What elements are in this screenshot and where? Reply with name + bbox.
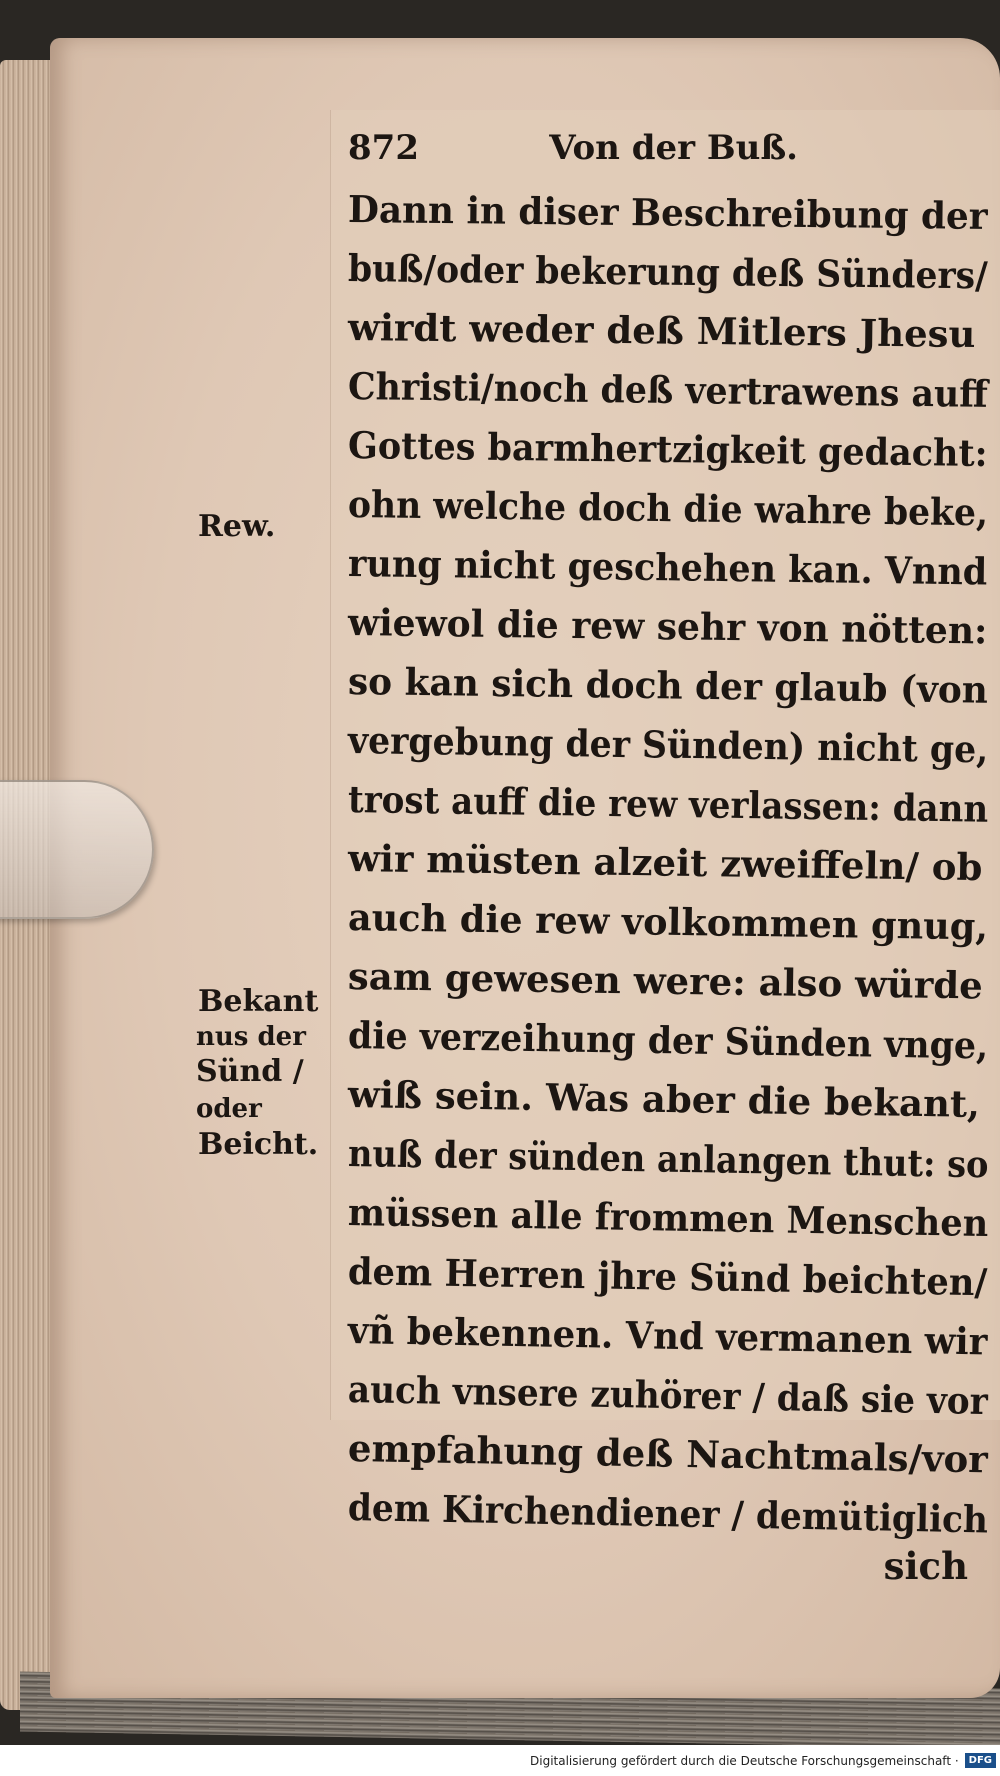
text-line: trost auff die rew verlassen: dann xyxy=(347,777,989,831)
text-line: wiß sein. Was aber die bekant, xyxy=(347,1072,981,1126)
page-number: 872 xyxy=(348,128,419,168)
margin-note-bekantnus: Beicht. xyxy=(198,1127,319,1162)
text-line: Dann in diser Beschreibung der xyxy=(347,187,988,238)
margin-note-bekantnus: oder xyxy=(196,1094,262,1124)
text-line: rung nicht geschehen kan. Vnnd xyxy=(347,541,988,594)
body-text xyxy=(348,180,988,1596)
text-line: auch die rew volkommen gnug, xyxy=(347,895,989,949)
running-head-title: Von der Buß. xyxy=(549,128,798,168)
text-line: Gottes barmhertzigkeit gedacht: xyxy=(347,423,988,476)
text-line: vergebung der Sünden) nicht ge, xyxy=(347,718,989,772)
text-line: müssen alle frommen Menschen xyxy=(347,1190,989,1246)
text-line: die verzeihung der Sünden vnge, xyxy=(347,1013,989,1068)
text-line: dem Herren jhre Sünd beichten/ xyxy=(347,1249,988,1305)
margin-note-bekantnus: nus der xyxy=(196,1022,306,1052)
text-line: wiewol die rew sehr von nötten: xyxy=(347,600,988,653)
text-line: sam gewesen were: also würde xyxy=(347,954,984,1008)
text-line: wirdt weder deß Mitlers Jhesu xyxy=(347,305,976,357)
margin-note-rew: Rew. xyxy=(198,509,276,544)
digitization-footer xyxy=(0,1745,1000,1776)
text-line: auch vnsere zuhörer / daß sie vor xyxy=(347,1367,989,1424)
margin-note-bekantnus: Sünd / xyxy=(196,1054,304,1089)
text-line: Christi/noch deß vertrawens auff xyxy=(347,364,988,416)
text-line: nuß der sünden anlangen thut: so xyxy=(347,1131,989,1187)
text-line: buß/oder bekerung deß Sünders/ xyxy=(347,246,988,298)
text-line: so kan sich doch der glaub (von xyxy=(347,659,989,712)
text-line: wir müsten alzeit zweiffeln/ ob xyxy=(347,836,983,890)
text-line: ohn welche doch die wahre beke, xyxy=(347,482,989,535)
text-line: vñ bekennen. Vnd vermanen wir xyxy=(347,1308,988,1364)
text-line: empfahung deß Nachtmals/vor xyxy=(347,1426,989,1482)
bookmark-tab xyxy=(0,780,154,919)
funding-credit: Digitalisierung gefördert durch die Deutsche Forschungsgemeinschaft · xyxy=(530,1753,959,1768)
dfg-logo: DFG xyxy=(965,1753,996,1768)
running-head xyxy=(348,128,888,168)
text-line: dem Kirchendiener / demütiglich xyxy=(347,1485,989,1542)
margin-note-bekantnus: Bekant xyxy=(198,984,319,1019)
catchword: sich xyxy=(883,1544,968,1588)
